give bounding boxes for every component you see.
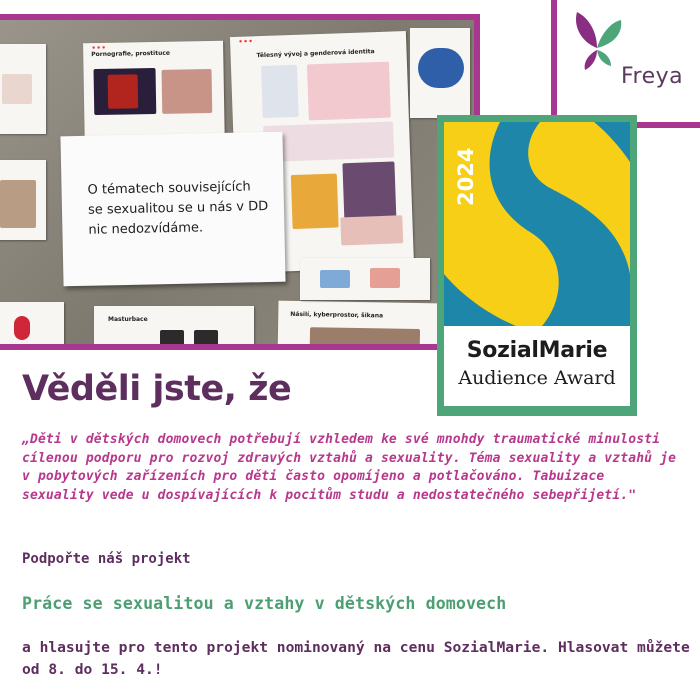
award-caption: [444, 326, 630, 406]
award-name: SozialMarie: [466, 338, 608, 363]
headline: Věděli jste, že: [22, 369, 292, 409]
note-card-text: O tématech souvisejících se sexualitou se u nás v DD nic nedozvídáme.: [87, 179, 269, 238]
sozialmarie-award-badge: [437, 115, 637, 416]
sheet-ribbon: [0, 302, 64, 350]
sheet-hands: [0, 44, 46, 134]
sheet-header-masturbation: Masturbace: [108, 316, 148, 323]
butterfly-icon: [571, 8, 623, 72]
freya-logo: [551, 0, 700, 128]
sheet-pride: [410, 28, 470, 118]
logo-wordmark: Freya: [621, 64, 684, 89]
sheet-header-body: Tělesný vývoj a genderová identita: [256, 48, 375, 60]
sheet-header-violence: Násilí, kyberprostor, šikana: [290, 310, 384, 320]
sheet-girl: [0, 160, 46, 240]
collage-photo-frame: [0, 14, 480, 350]
project-name: Práce se sexualitou a vztahy v dětských domovech: [22, 594, 507, 613]
sheet-masturbation: [94, 306, 254, 350]
award-artwork: [444, 122, 630, 326]
award-year: 2024: [454, 147, 478, 207]
note-card: [60, 132, 285, 287]
sheet-illustrations: [300, 258, 430, 300]
sheet-violence: [277, 301, 438, 350]
quote-text: „Děti v dětských domovech potřebují vzhledem ke své mnohdy traumatické minulosti cílenou podporu pro rozvoj zdravých vztahů a sexuality. Téma sexuality a vztahů je v pobytových zařízeních pro děti často opomíjeno a potlačováno. Tabuizace sexuality vede u dospívajících k pocitům studu a nedostatečného sebepřijetí.": [22, 432, 677, 503]
support-label: Podpořte náš projekt: [22, 551, 191, 567]
collage-photo: [0, 20, 474, 344]
vote-call-to-action: a hlasujte pro tento projekt nominovaný na cenu SozialMarie. Hlasovat můžete od 8. do 15. 4.!: [22, 639, 690, 678]
sheet-header-porn: Pornografie, prostituce: [91, 49, 171, 59]
award-subtitle: Audience Award: [458, 367, 616, 389]
